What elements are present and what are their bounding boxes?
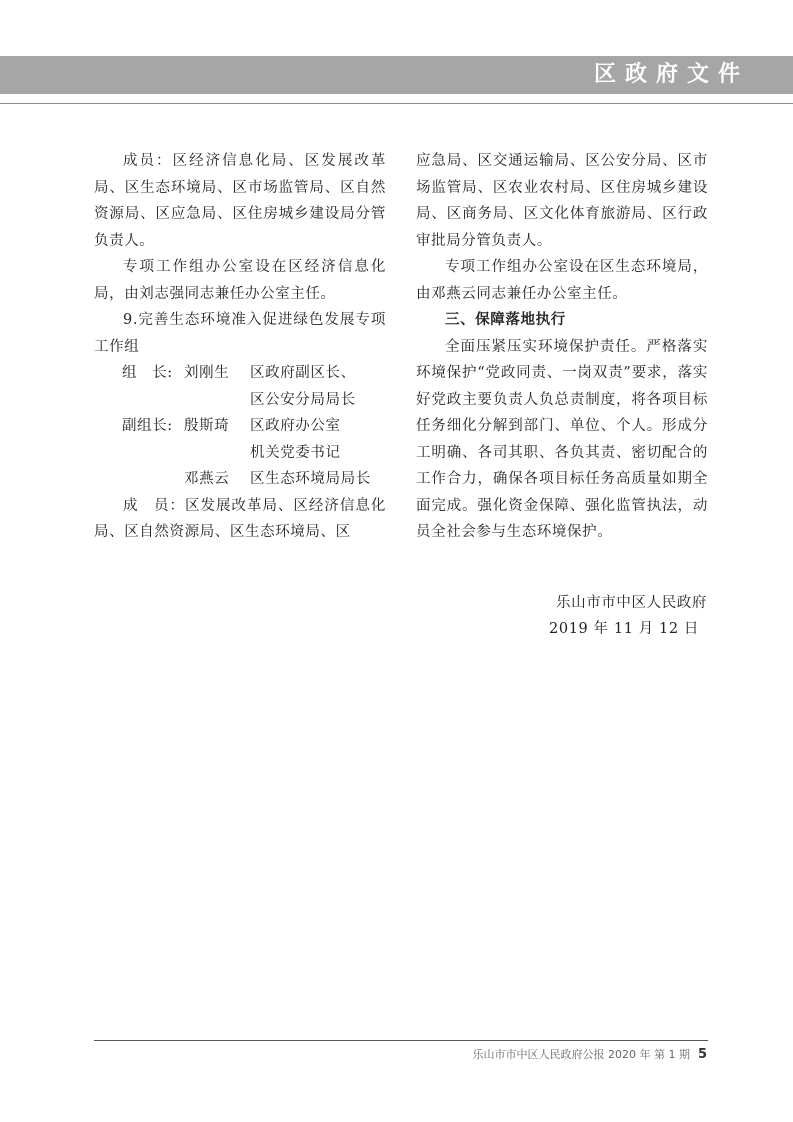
leader-title: 区政府副区长、 bbox=[250, 365, 356, 381]
members-continued: 应急局、区交通运输局、区公安分局、区市场监管局、区农业农村局、区住房城乡建设局、区商务局、区文化体育旅游局、区行政审批局分管负责人。 bbox=[416, 153, 708, 249]
group-title: 9.完善生态环境准入促进绿色发展专项工作组 bbox=[94, 312, 386, 355]
footer-rule bbox=[94, 1040, 708, 1041]
leader-role: 副组长: bbox=[122, 418, 173, 434]
leader-name bbox=[184, 440, 250, 467]
leader-title: 区生态环境局局长 bbox=[250, 471, 371, 487]
leader-row bbox=[94, 360, 386, 387]
section-heading: 三、保障落地执行 bbox=[445, 312, 566, 328]
leader-role bbox=[94, 440, 184, 467]
leader-role: 组 长: bbox=[122, 365, 173, 381]
leader-row bbox=[94, 466, 386, 493]
left-column bbox=[94, 148, 386, 546]
header-title: 区政府文件 bbox=[593, 62, 749, 87]
members-paragraph-2: 成 员：区发展改革局、区经济信息化局、区自然资源局、区生态环境局、区 bbox=[94, 497, 386, 540]
leader-table bbox=[94, 360, 386, 493]
leader-row bbox=[94, 440, 386, 467]
right-column bbox=[416, 148, 708, 546]
office-paragraph-2: 专项工作组办公室设在区生态环境局，由邓燕云同志兼任办公室主任。 bbox=[416, 259, 708, 302]
leader-role bbox=[94, 387, 184, 414]
leader-title: 机关党委书记 bbox=[250, 444, 341, 461]
page-footer bbox=[472, 1046, 707, 1062]
responsibility-paragraph: 全面压紧压实环境保护责任。严格落实环境保护“党政同责、一岗双责”要求，落实好党政主要负责人负总责制度，将各项目标任务细化分解到部门、单位、个人。形成分工明确、各司其职、各负其责、密切配合的工作合力，确保各项目标任务高质量如期全面完成。强化资金保障、强化监管执法，动员全社会参与生态环境保护。 bbox=[416, 338, 708, 540]
signature-block bbox=[549, 590, 707, 642]
leader-name bbox=[184, 387, 250, 414]
leader-title: 区公安分局局长 bbox=[250, 391, 356, 408]
header-banner bbox=[0, 56, 793, 94]
signature-org: 乐山市市中区人民政府 bbox=[556, 595, 707, 611]
page-number: 5 bbox=[697, 1047, 707, 1062]
signature-date: 2019 年 11 月 12 日 bbox=[549, 621, 699, 637]
leader-title: 区政府办公室 bbox=[250, 418, 341, 434]
leader-name: 邓燕云 bbox=[184, 471, 230, 487]
leader-row bbox=[94, 413, 386, 440]
leader-row bbox=[94, 387, 386, 414]
footer-text: 乐山市市中区人民政府公报 2020 年 第 1 期 bbox=[472, 1048, 690, 1061]
leader-role bbox=[94, 466, 184, 493]
office-paragraph: 专项工作组办公室设在区经济信息化局，由刘志强同志兼任办公室主任。 bbox=[94, 259, 386, 302]
leader-name: 刘刚生 bbox=[184, 365, 230, 381]
leader-name: 殷斯琦 bbox=[184, 418, 230, 434]
members-paragraph: 成员：区经济信息化局、区发展改革局、区生态环境局、区市场监管局、区自然资源局、区应急局、区住房城乡建设局分管负责人。 bbox=[94, 153, 386, 249]
header-rule bbox=[0, 103, 793, 104]
